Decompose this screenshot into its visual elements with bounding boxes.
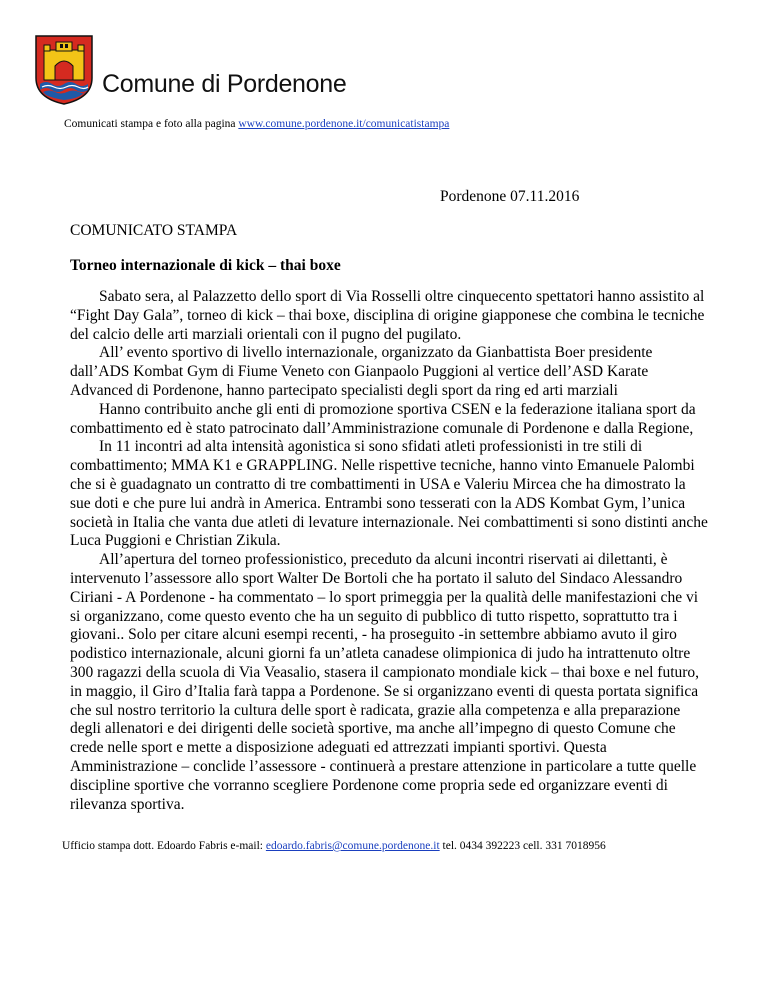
paragraph: All’apertura del torneo professionistico, preceduto da alcuni incontri riservati ai dilettanti, è intervenuto l’assessore allo sport Walter De Bortoli che ha portato il saluto del Sindaco Alessandro Ciriani - A Pordenone - ha commentato – lo sport primeggia per la qualità delle manifestazioni che vi si organizzano, come questo evento che ha un seguito di pubblico di tutto rispetto, soprattutto tra i giovani.. Solo per citare alcuni esempi recenti, - ha proseguito -in settembre abbiamo avuto il giro podistico internazionale, alcuni giorni fa un’atleta canadese olimpionica di judo ha intrattenuto oltre 300 ragazzi della scuola di Via Veasalio, stasera il campionato mondiale kick – thai boxe e nel futuro, in maggio, il Giro d’Italia farà tappa a Pordenone. Se si organizzano eventi di questa portata significa che sul nostro territorio la cultura delle sport è radicata, grazie alla competenza e alla preparazione degli allenatori e dei dirigenti delle società sportive, ma anche all’impegno di questo Comune che crede nelle sport e mette a disposizione adeguati ed attrezzati impianti sportivi. Questa Amministrazione – conclide l’assessore - continuerà a prestare attenzione in particolare a tutte quelle discipline sportive che vorranno scegliere Pordenone come propria sede ed organizzare eventi di rilevanza sportiva. bbox=[70, 551, 700, 813]
paragraph: Hanno contribuito anche gli enti di promozione sportiva CSEN e la federazione italiana sport da combattimento ed è stato patrocinato dall’Amministrazione comunale di Pordenone e dalla Regione, bbox=[70, 400, 696, 437]
paragraph: All’ evento sportivo di livello internazionale, organizzato da Gianbattista Boer presidente dall’ADS Kombat Gym di Fiume Veneto con Gianpaolo Puggioni al vertice dell’ASD Karate Advanced di Pordenone, hanno partecipato specialisti degli sport da ring ed arti marziali bbox=[70, 344, 653, 399]
headline: Torneo internazionale di kick – thai boxe bbox=[70, 257, 341, 274]
press-link[interactable]: www.comune.pordenone.it/comunicatistampa bbox=[238, 118, 450, 130]
footer-contacts: tel. 0434 392223 cell. 331 7018956 bbox=[442, 840, 606, 852]
footer-email-link[interactable]: edoardo.fabris@comune.pordenone.it bbox=[265, 840, 440, 852]
document-kicker: COMUNICATO STAMPA bbox=[70, 222, 238, 239]
comune-crest-logo bbox=[34, 34, 94, 106]
article-body bbox=[70, 288, 710, 814]
paragraph: In 11 incontri ad alta intensità agonistica si sono sfidati atleti professionisti in tre stili di combattimento; MMA K1 e GRAPPLING. Nelle rispettive tecniche, hanno vinto Emanuele Palombi che si è guadagnato un contratto di tre combattimenti in USA e Valeriu Mircea che ha dimostrato la sue doti e che pure lui andrà in America. Entrambi sono tesserati con la ADS Kombat Gym, l’unica società in Italia che vanta due atleti di levature internazionale. Nei combattimenti si sono distinti anche Luca Puggioni e Christian Zikula. bbox=[70, 438, 708, 550]
paragraph: Sabato sera, al Palazzetto dello sport di Via Rosselli oltre cinquecento spettatori hanno assistito al “Fight Day Gala”, torneo di kick – thai boxe, disciplina di origine giapponese che combina le tecniche del calcio delle arti marziali orientali con il pugno del pugilato. bbox=[70, 288, 705, 343]
press-office-footer bbox=[62, 840, 606, 852]
press-prefix: Comunicati stampa e foto alla pagina bbox=[64, 118, 236, 130]
document-date: Pordenone 07.11.2016 bbox=[440, 188, 580, 205]
footer-prefix: Ufficio stampa dott. Edoardo Fabris e-mail: bbox=[62, 840, 263, 852]
brand-name: Comune di Pordenone bbox=[102, 70, 347, 98]
press-release-line bbox=[64, 118, 449, 130]
